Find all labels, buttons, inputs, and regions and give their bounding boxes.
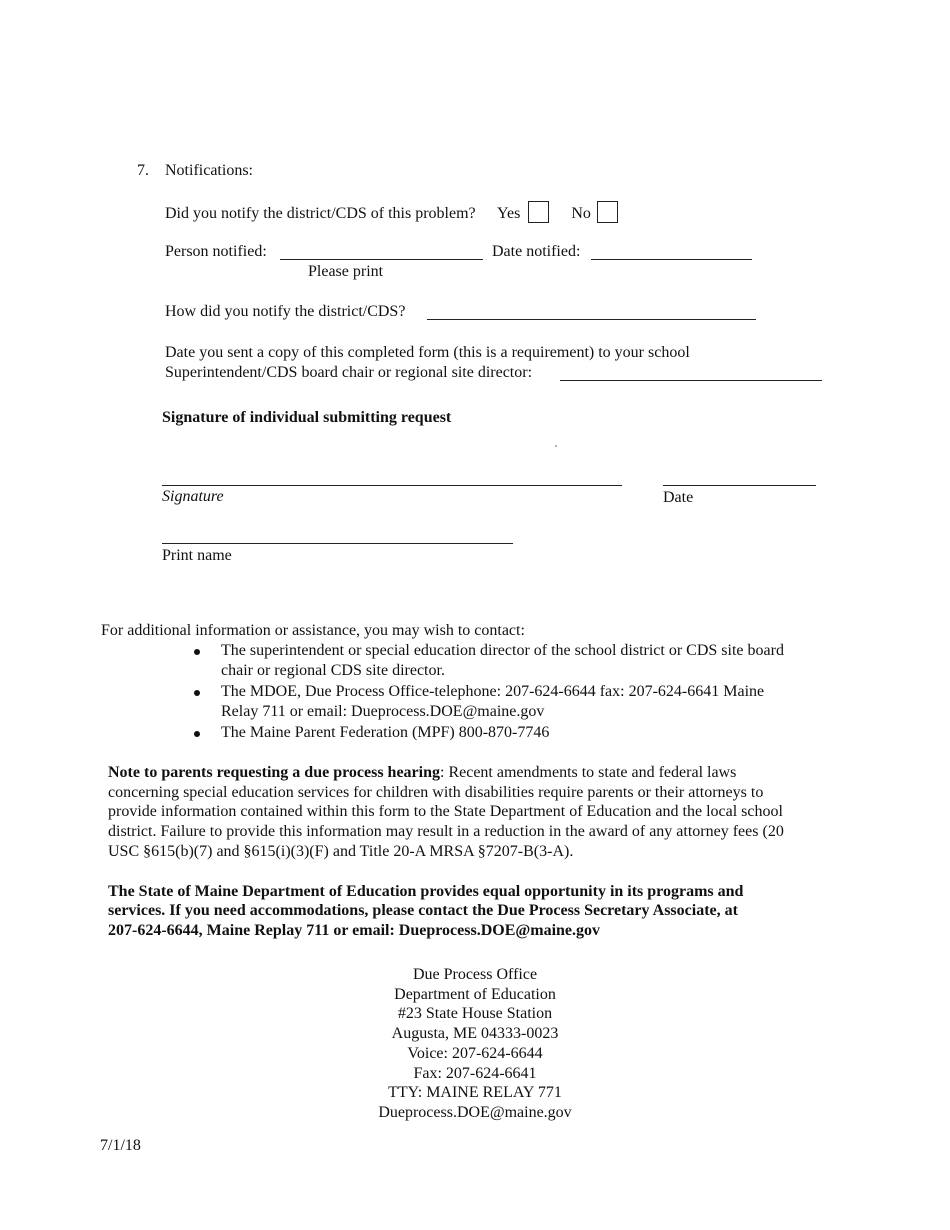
how-notified-field[interactable] [427, 319, 756, 320]
equal-opportunity-line3: 207-624-6644, Maine Replay 711 or email: Dueprocess.DOE@maine.gov [108, 922, 601, 939]
yes-checkbox[interactable] [528, 201, 549, 223]
contact-item-2-line2: Relay 711 or email: Dueprocess.DOE@maine.gov [221, 703, 545, 720]
note-line5: USC §615(b)(7) and §615(i)(3)(F) and Title 20-A MRSA §7207-B(3-A). [108, 843, 574, 860]
date-notified-field[interactable] [591, 259, 752, 260]
section-number: 7. [137, 162, 149, 179]
no-label: No [571, 205, 591, 222]
how-notified-label: How did you notify the district/CDS? [165, 303, 406, 320]
notify-question-row [165, 201, 618, 223]
contact-intro: For additional information or assistance, you may wish to contact: [101, 622, 525, 639]
stray-mark [555, 445, 557, 447]
contact-item-3-line1: The Maine Parent Federation (MPF) 800-870-7746 [221, 724, 550, 741]
address-line: Department of Education [394, 985, 556, 1003]
please-print-hint: Please print [308, 263, 384, 280]
footer-date: 7/1/18 [100, 1137, 141, 1154]
note-bold-lead: Note to parents requesting a due process hearing [108, 764, 440, 781]
note-line4: district. Failure to provide this information may result in a reduction in the award of any attorney fees (20 [108, 823, 784, 840]
print-name-label: Print name [162, 547, 232, 564]
signature-field[interactable] [162, 485, 622, 486]
signature-label: Signature [162, 488, 224, 505]
address-line: TTY: MAINE RELAY 771 [388, 1084, 562, 1102]
no-checkbox[interactable] [597, 201, 618, 223]
equal-opportunity-line2: services. If you need accommodations, please contact the Due Process Secretary Associate, at [108, 902, 738, 919]
address-line: Voice: 207-624-6644 [407, 1044, 543, 1062]
address-line: #23 State House Station [397, 1005, 553, 1023]
note-line1-text: : Recent amendments to state and federal laws [440, 764, 737, 781]
bullet-icon [194, 649, 200, 655]
note-line3: provide information contained within this form to the State Department of Education and the local school [108, 803, 783, 820]
copy-sent-line1: Date you sent a copy of this completed form (this is a requirement) to your school [165, 344, 690, 361]
address-block [310, 965, 640, 1123]
copy-sent-line2: Superintendent/CDS board chair or regional site director: [165, 364, 533, 381]
contact-item-1-line2: chair or regional CDS site director. [221, 662, 445, 679]
person-notified-label: Person notified: [165, 243, 267, 260]
notify-question: Did you notify the district/CDS of this problem? [165, 205, 476, 222]
section-heading: Notifications: [165, 162, 253, 179]
bullet-icon [194, 731, 200, 737]
address-line: Due Process Office [412, 966, 538, 983]
contact-item-1-line1: The superintendent or special education director of the school district or CDS site board [221, 642, 784, 659]
print-name-field[interactable] [162, 543, 513, 544]
address-line: Dueprocess.DOE@maine.gov [378, 1103, 572, 1121]
address-line: Fax: 207-624-6641 [413, 1064, 537, 1082]
contact-item-2-line1: The MDOE, Due Process Office-telephone: 207-624-6644 fax: 207-624-6641 Maine [221, 683, 765, 700]
note-line1 [108, 763, 736, 782]
yes-label: Yes [497, 205, 521, 222]
bullet-icon [194, 690, 200, 696]
signature-heading: Signature of individual submitting request [162, 409, 452, 426]
copy-sent-date-field[interactable] [560, 380, 822, 381]
signature-date-field[interactable] [663, 485, 816, 486]
date-notified-label: Date notified: [492, 243, 581, 260]
signature-date-label: Date [663, 489, 694, 506]
note-line2: concerning special education services for children with disabilities require parents or their attorneys to [108, 784, 764, 801]
person-notified-field[interactable] [280, 259, 483, 260]
equal-opportunity-line1: The State of Maine Department of Education provides equal opportunity in its programs and [108, 883, 744, 900]
address-line: Augusta, ME 04333-0023 [391, 1025, 559, 1043]
